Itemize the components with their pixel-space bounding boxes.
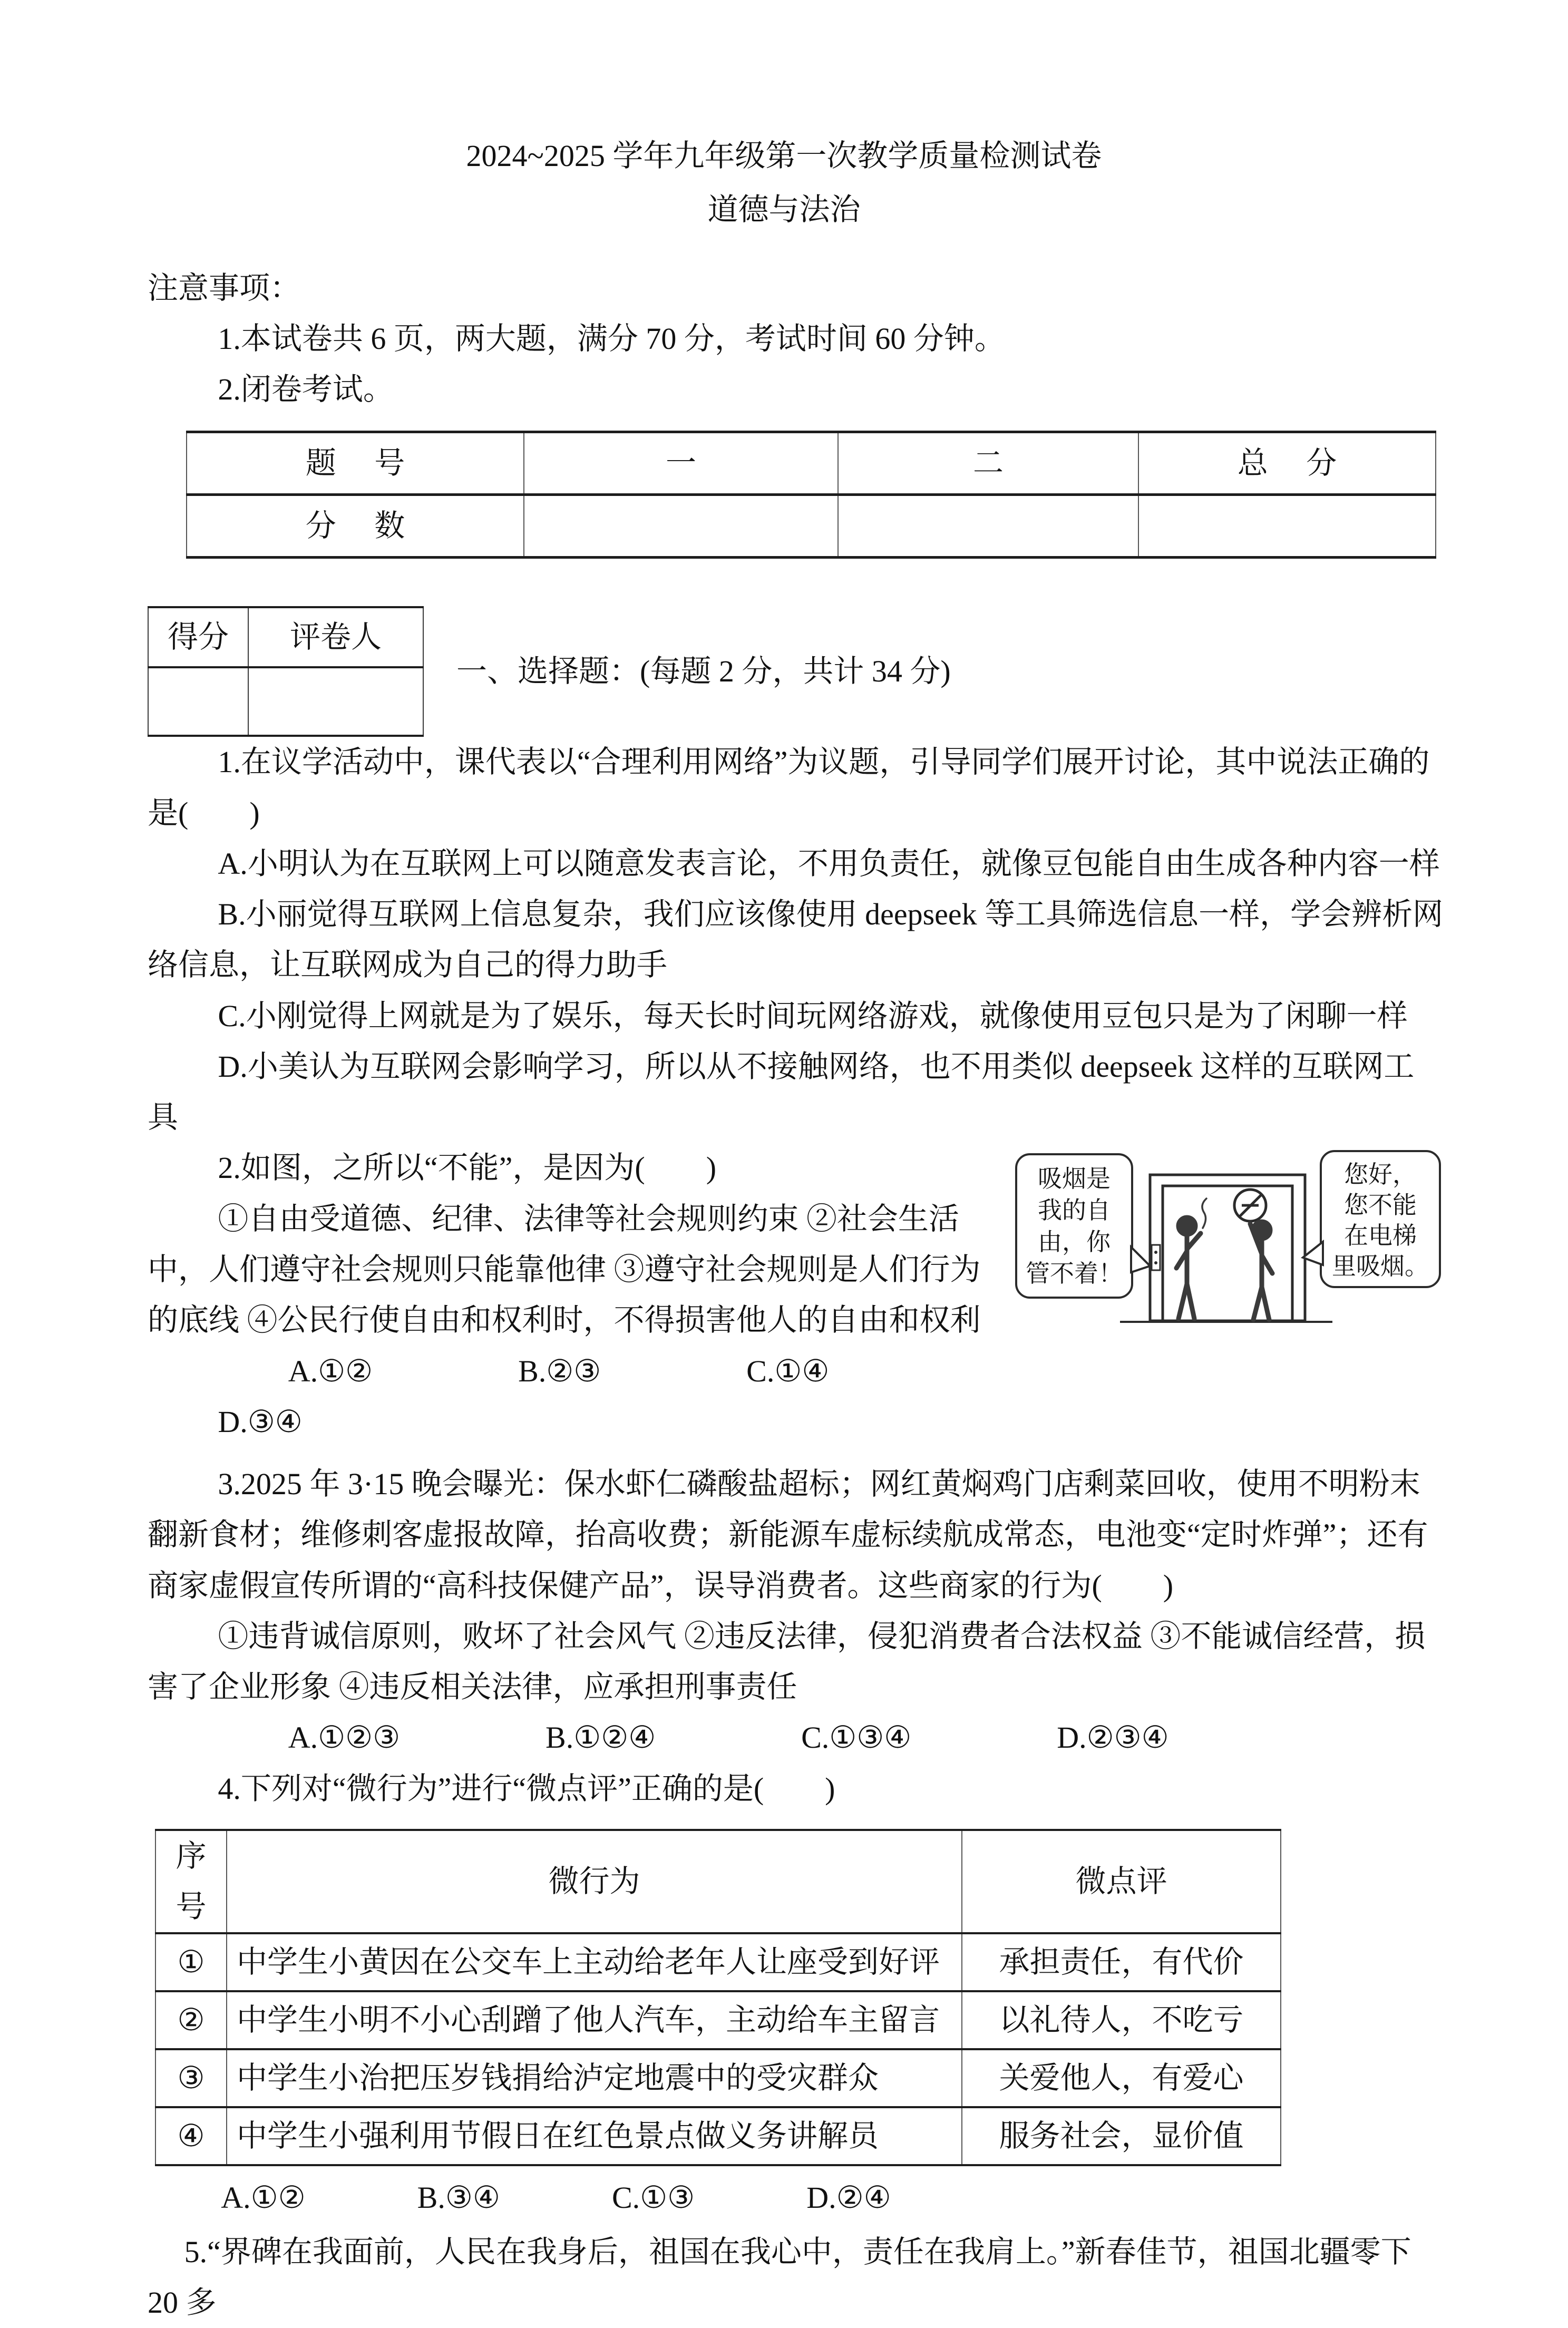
q4-row1-index: ① [155,1933,227,1991]
subject-title: 道德与法治 [707,192,861,227]
q3-option-b: B.①②④ [546,1720,656,1755]
q3-items: ①违背诚信原则，败坏了社会风气 ②违反法律，侵犯消费者合法权益 ③不能诚信经营，损害了企业形象 ④违反相关法律，应承担刑事责任 [148,1619,1426,1704]
q4-row4-index: ④ [155,2107,227,2165]
section-1-heading: 一、选择题：(每题 2 分，共计 34 分) [456,654,951,689]
q4-header-index: 序号 [155,1830,227,1934]
right-speech-bubble [1303,1151,1440,1287]
q1-option-a: A.小明认为在互联网上可以随意发表言论，不用负责任，就像豆包能自由生成各种内容一样 [218,846,1440,881]
page-title: 2024~2025 学年九年级第一次教学质量检测试卷 [466,139,1102,173]
right-bubble-line-1: 您好， [1344,1161,1417,1189]
score-cell-total [1138,495,1436,558]
left-bubble-line-2: 我的自 [1038,1197,1111,1224]
grader-score-label: 得分 [148,607,248,667]
q4-row3-behavior: 中学生小治把压岁钱捐给泸定地震中的受灾群众 [227,2049,962,2107]
q3-option-d: D.②③④ [1057,1720,1169,1755]
q2-option-b: B.②③ [518,1353,601,1388]
score-cell-part2 [838,495,1138,558]
exam-body [0,263,1568,2328]
q4-stem: 4.下列对“微行为”进行“微点评”正确的是( ) [218,1771,835,1806]
score-cell-part1 [524,495,838,558]
q4-row1-comment: 承担责任，有代价 [962,1933,1281,1991]
q4-option-d: D.②④ [806,2180,891,2215]
notice-item-1: 1.本试卷共 6 页，两大题，满分 70 分，考试时间 60 分钟。 [218,321,1005,356]
q4-header-comment: 微点评 [962,1830,1281,1934]
q2-items: ①自由受道德、纪律、法律等社会规则约束 ②社会生活中，人们遵守社会规则只能靠他律 ③遵守社会规则是人们行为的底线 ④公民行使自由和权利时，不得损害他人的自由和权利 [148,1201,981,1338]
q3-stem: 3.2025 年 3·15 晚会曝光：保水虾仁磷酸盐超标；网红黄焖鸡门店剩菜回收，使用不明粉末翻新食材；维修刺客虚报故障，抬高收费；新能源车虚标续航成常态，电池变“定时炸弹”；还有商家虚假宣传所谓的“高科技保健产品”，误导消费者。这些商家的行为( ) [148,1467,1428,1603]
q4-option-a: A.①② [221,2180,306,2215]
q4-option-b: B.③④ [417,2180,500,2215]
q2-options [148,1346,1444,1448]
q4-table-header-row [155,1830,1281,1934]
score-table-header-cell-part1: 一 [524,432,838,495]
score-table-header-cell-part2: 二 [838,432,1138,495]
q3-option-a: A.①②③ [288,1720,401,1755]
q1-option-d: D.小美认为互联网会影响学习，所以从不接触网络，也不用类似 deepseek 这样的互联网工具 [148,1049,1415,1135]
score-table-header-cell-label: 题 号 [187,432,524,495]
grader-box [148,606,424,737]
q4-row4-comment: 服务社会，显价值 [962,2107,1281,2165]
score-table-header-cell-total: 总 分 [1138,432,1436,495]
q4-row3-comment: 关爱他人，有爱心 [962,2049,1281,2107]
grader-person-empty-cell [248,667,423,736]
q4-row2-behavior: 中学生小明不小心刮蹭了他人汽车，主动给车主留言 [227,1991,962,2049]
elevator-smoking-cartoon [1012,1146,1444,1346]
q4-header-behavior: 微行为 [227,1830,962,1934]
grader-box-empty-row [148,667,423,736]
score-row-label: 分 数 [187,495,524,558]
grader-score-empty-cell [148,667,248,736]
q4-options [148,2173,1444,2223]
q4-row3-index: ③ [155,2049,227,2107]
q4-row4-behavior: 中学生小强利用节假日在红色景点做义务讲解员 [227,2107,962,2165]
q3-options [148,1712,1444,1763]
notice-item-2: 2.闭卷考试。 [218,372,394,407]
q4-table-row-3 [155,2049,1281,2107]
q4-table-row-4 [155,2107,1281,2165]
q2-stem: 2.如图，之所以“不能”，是因为( ) [218,1151,717,1185]
q1-option-b: B.小丽觉得互联网上信息复杂，我们应该像使用 deepseek 等工具筛选信息一样，学会辨析网络信息，让互联网成为自己的得力助手 [148,897,1444,982]
left-bubble-line-1: 吸烟是 [1038,1165,1111,1193]
pointing-person-figure [1250,1220,1272,1320]
notice-heading: 注意事项： [148,270,301,305]
grader-person-label: 评卷人 [248,607,423,667]
q4-row2-index: ② [155,1991,227,2049]
smoker-figure [1176,1199,1206,1319]
q4-table-row-1 [155,1933,1281,1991]
q1-option-c: C.小刚觉得上网就是为了娱乐，每天长时间玩网络游戏，就像使用豆包只是为了闲聊一样 [218,998,1408,1033]
left-speech-bubble [1016,1154,1150,1298]
q2-option-d: D.③④ [218,1404,303,1439]
q2-option-a: A.①② [288,1353,373,1388]
score-summary-table [186,431,1436,559]
q1-stem: 1.在议学活动中，课代表以“合理利用网络”为议题，引导同学们展开讨论，其中说法正确的是( ) [148,745,1430,830]
right-bubble-line-2: 您不能 [1344,1192,1417,1219]
right-bubble-line-3: 在电梯 [1344,1222,1417,1250]
smoke-squiggle [1202,1199,1206,1228]
elevator-frame [1150,1175,1305,1321]
q3-option-c: C.①③④ [801,1720,912,1755]
q4-table-row-2 [155,1991,1281,2049]
q2-option-c: C.①④ [746,1353,830,1388]
question-2-block [148,1143,1444,1447]
grader-box-label-row [148,607,423,667]
q4-option-c: C.①③ [611,2180,695,2215]
no-smoking-sign [1234,1190,1266,1221]
q4-row1-behavior: 中学生小黄因在公交车上主动给老年人让座受到好评 [227,1933,962,1991]
score-table-header-row [187,432,1436,495]
score-table-value-row [187,495,1436,558]
section-1-header-row [148,606,1444,737]
q4-row2-comment: 以礼待人，不吃亏 [962,1991,1281,2049]
left-bubble-line-4: 管不着！ [1026,1260,1123,1288]
elevator-button-panel [1152,1245,1160,1270]
right-bubble-line-4: 里吸烟。 [1332,1253,1429,1280]
exam-header [0,0,1568,236]
q5-stem: 5.“界碑在我面前，人民在我身后，祖国在我心中，责任在我肩上。”新春佳节，祖国北疆零下 20 多 [148,2234,1411,2320]
left-bubble-line-3: 由，你 [1038,1229,1111,1256]
q4-micro-behavior-table [155,1829,1281,2167]
